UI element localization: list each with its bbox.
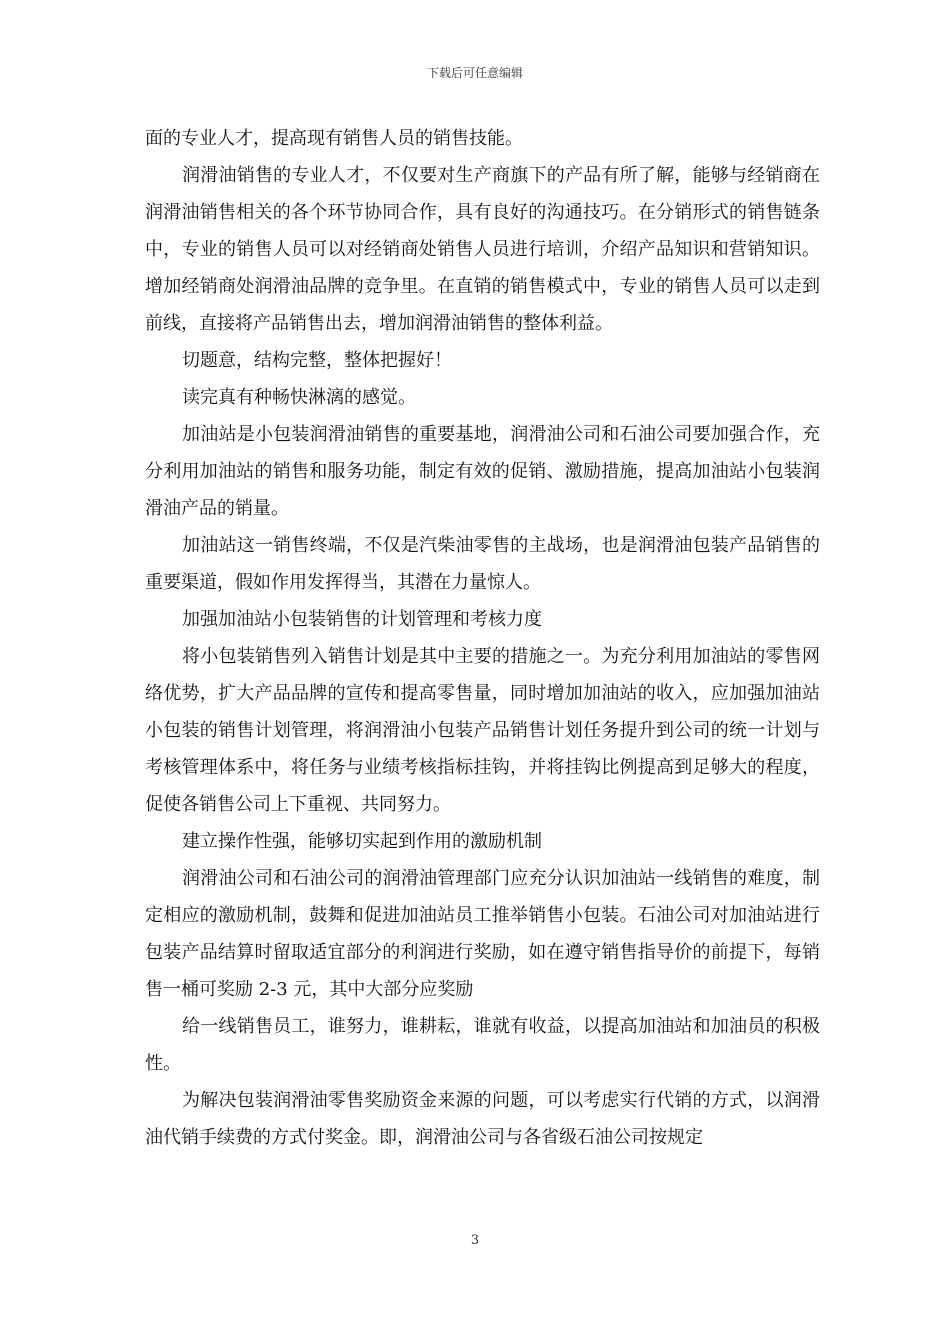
page-header: 下载后可任意编辑 (426, 66, 523, 80)
document-body (145, 120, 820, 1156)
paragraph: 加油站是小包装润滑油销售的重要基地，润滑油公司和石油公司要加强合作，充分利用加油站的销售和服务功能，制定有效的促销、激励措施，提高加油站小包装润滑油产品的销量。 (145, 424, 820, 519)
page-number: 3 (470, 1233, 480, 1248)
paragraph: 读完真有种畅快淋漓的感觉。 (182, 387, 416, 408)
paragraph: 面的专业人才，提高现有销售人员的销售技能。 (145, 128, 523, 149)
paragraph: 加油站这一销售终端，不仅是汽柴油零售的主战场，也是润滑油包装产品销售的重要渠道，假如作用发挥得当，其潜在力量惊人。 (145, 535, 820, 593)
paragraph: 给一线销售员工，谁努力，谁耕耘，谁就有收益，以提高加油站和加油员的积极性。 (145, 1016, 820, 1074)
paragraph: 为解决包装润滑油零售奖励资金来源的问题，可以考虑实行代销的方式，以润滑油代销手续费的方式付奖金。即，润滑油公司与各省级石油公司按规定 (145, 1090, 820, 1148)
section-heading: 建立操作性强，能够切实起到作用的激励机制 (182, 831, 542, 852)
section-heading: 加强加油站小包装销售的计划管理和考核力度 (182, 609, 542, 630)
paragraph: 润滑油公司和石油公司的润滑油管理部门应充分认识加油站一线销售的难度，制定相应的激励机制，鼓舞和促进加油站员工推举销售小包装。石油公司对加油站进行包装产品结算时留取适宜部分的利润进行奖励，如在遵守销售指导价的前提下，每销售一桶可奖励 2-3 元，其中大部分应奖励 (145, 868, 820, 1000)
paragraph: 切题意，结构完整，整体把握好！ (182, 350, 452, 371)
paragraph: 润滑油销售的专业人才，不仅要对生产商旗下的产品有所了解，能够与经销商在润滑油销售相关的各个环节协同合作，具有良好的沟通技巧。在分销形式的销售链条中，专业的销售人员可以对经销商处销售人员进行培训，介绍产品知识和营销知识。增加经销商处润滑油品牌的竞争里。在直销的销售模式中，专业的销售人员可以走到前线，直接将产品销售出去，增加润滑油销售的整体利益。 (145, 165, 820, 334)
paragraph: 将小包装销售列入销售计划是其中主要的措施之一。为充分利用加油站的零售网络优势，扩大产品品牌的宣传和提高零售量，同时增加加油站的收入，应加强加油站小包装的销售计划管理，将润滑油小包装产品销售计划任务提升到公司的统一计划与考核管理体系中，将任务与业绩考核指标挂钩，并将挂钩比例提高到足够大的程度，促使各销售公司上下重视、共同努力。 (145, 646, 820, 815)
